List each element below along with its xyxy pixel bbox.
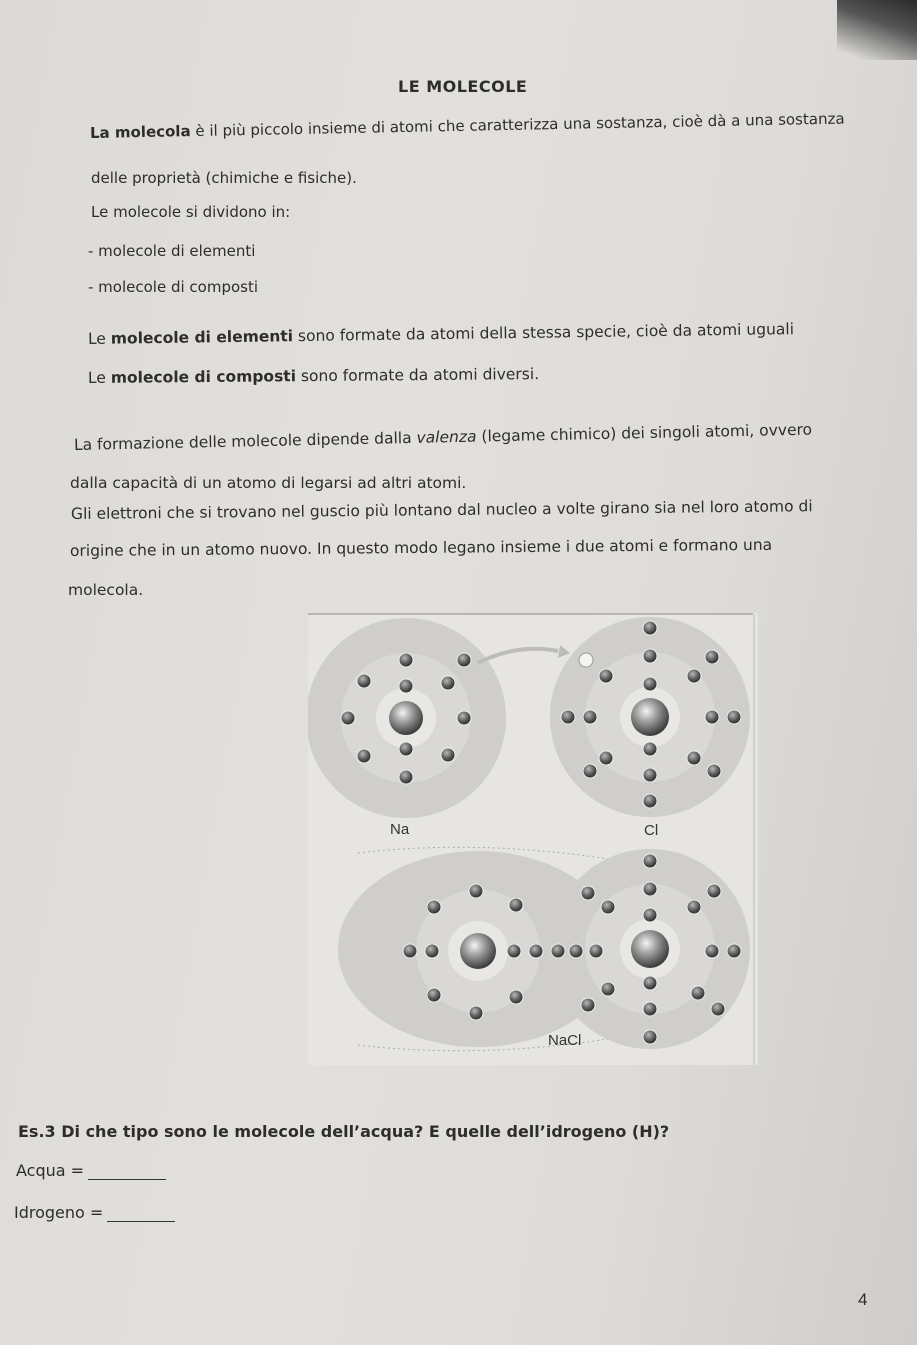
label-cl: Cl	[644, 822, 659, 839]
nacl-electron	[507, 944, 521, 958]
cl-electron	[705, 710, 719, 724]
nacl-electron	[425, 944, 439, 958]
cl-electron	[643, 742, 657, 756]
compounds-rest: sono formate da atomi diversi.	[295, 365, 540, 386]
cl-electron	[643, 677, 657, 691]
nacl-electron	[643, 976, 657, 990]
formation-line-1b: (legame chimico) dei singoli atomi, ovvero	[476, 420, 813, 446]
nacl-electron	[403, 944, 417, 958]
nacl-electron	[509, 898, 523, 912]
nacl-electron	[707, 884, 721, 898]
nacl-electron	[643, 854, 657, 868]
na-electron	[399, 653, 413, 667]
sodium-atom	[308, 618, 506, 818]
cl-electron	[727, 710, 741, 724]
answer-idrogeno	[14, 1203, 175, 1222]
cl-electron	[687, 751, 701, 765]
cl-electron	[643, 768, 657, 782]
na-electron	[399, 679, 413, 693]
arrow-head	[558, 645, 570, 658]
cl-electron	[583, 710, 597, 724]
cl-electron	[643, 794, 657, 808]
nacl-electron	[711, 1002, 725, 1016]
formation-line-3: Gli elettroni che si trovano nel guscio più lontano dal nucleo a volte girano sia nel loro atomo di	[70, 497, 813, 523]
nacl-electron	[581, 998, 595, 1012]
nacl-electron	[469, 884, 483, 898]
nacl-cl-nucleus	[631, 930, 669, 968]
definition-line-1-text: è il più piccolo insieme di atomi che caratterizza una sostanza, cioè dà a una sostanza	[190, 109, 845, 141]
page-corner-shadow	[837, 0, 917, 60]
nacl-electron	[427, 988, 441, 1002]
compounds-sentence	[88, 365, 539, 387]
cl-empty-slot	[579, 653, 593, 667]
idrogeno-answer-blank[interactable]	[107, 1221, 175, 1222]
na-electron	[399, 742, 413, 756]
nacl-electron	[601, 900, 615, 914]
elements-rest: sono formate da atomi della stessa specie, cioè da atomi uguali	[292, 320, 795, 346]
label-na: Na	[390, 821, 410, 838]
na-electron	[441, 676, 455, 690]
nacl-electron	[643, 1002, 657, 1016]
division-item-compounds: - molecole di composti	[88, 278, 259, 296]
nacl-bonding-diagram	[308, 613, 758, 1065]
na-valence-electron	[457, 653, 471, 667]
na-nucleus	[389, 701, 423, 735]
cl-electron	[583, 764, 597, 778]
cl-nucleus	[631, 698, 669, 736]
nacl-electron	[643, 1030, 657, 1044]
nacl-electron	[687, 900, 701, 914]
label-nacl: NaCl	[548, 1032, 582, 1049]
division-item-elements: - molecole di elementi	[88, 242, 256, 260]
cl-electron	[561, 710, 575, 724]
acqua-answer-blank[interactable]	[88, 1179, 166, 1180]
idrogeno-label: Idrogeno =	[14, 1203, 104, 1222]
na-electron	[341, 711, 355, 725]
nacl-electron	[529, 944, 543, 958]
cl-electron	[599, 669, 613, 683]
nacl-na-nucleus	[460, 933, 496, 969]
na-electron	[357, 749, 371, 763]
cl-electron	[705, 650, 719, 664]
exercise-question: Es.3 Di che tipo sono le molecole dell’acqua? E quelle dell’idrogeno (H)?	[18, 1122, 670, 1141]
elements-prefix: Le	[87, 329, 111, 348]
acqua-label: Acqua =	[16, 1161, 85, 1180]
nacl-electron	[509, 990, 523, 1004]
electron-transfer-arrow	[478, 649, 558, 663]
cl-electron	[643, 649, 657, 663]
molecola-term: La molecola	[89, 122, 191, 142]
formation-line-2: dalla capacità di un atomo di legarsi ad altri atomi.	[70, 474, 467, 492]
formation-line-1	[74, 421, 812, 454]
chlorine-atom	[550, 617, 750, 817]
na-electron	[457, 711, 471, 725]
formation-line-5: molecola.	[68, 581, 144, 599]
cl-electron	[599, 751, 613, 765]
valenza-term: valenza	[416, 427, 477, 447]
nacl-electron	[643, 908, 657, 922]
nacl-electron	[551, 944, 565, 958]
cl-electron	[687, 669, 701, 683]
compounds-term: molecole di composti	[110, 367, 297, 387]
nacl-electron	[469, 1006, 483, 1020]
nacl-electron	[643, 882, 657, 896]
compounds-prefix: Le	[87, 368, 111, 387]
page-number: 4	[858, 1290, 868, 1309]
elements-term: molecole di elementi	[110, 327, 294, 348]
atom-diagram-svg	[308, 613, 758, 1065]
answer-acqua	[16, 1161, 166, 1180]
nacl-electron	[581, 886, 595, 900]
formation-line-4: origine che in un atomo nuovo. In questo modo legano insieme i due atomi e formano una	[69, 535, 773, 560]
definition-line-1	[90, 110, 845, 142]
page-title: LE MOLECOLE	[398, 77, 528, 96]
definition-line-2: delle proprietà (chimiche e fisiche).	[91, 169, 357, 187]
nacl-molecule	[338, 847, 750, 1051]
na-electron	[399, 770, 413, 784]
division-intro: Le molecole si dividono in:	[91, 203, 291, 221]
nacl-electron	[589, 944, 603, 958]
nacl-electron	[727, 944, 741, 958]
cl-electron	[707, 764, 721, 778]
elements-sentence	[88, 320, 794, 348]
formation-line-1a: La formazione delle molecole dipende dalla	[73, 428, 417, 454]
nacl-electron	[569, 944, 583, 958]
nacl-electron	[705, 944, 719, 958]
na-electron	[441, 748, 455, 762]
na-electron	[357, 674, 371, 688]
nacl-electron	[601, 982, 615, 996]
nacl-electron	[691, 986, 705, 1000]
cl-electron	[643, 621, 657, 635]
nacl-electron	[427, 900, 441, 914]
